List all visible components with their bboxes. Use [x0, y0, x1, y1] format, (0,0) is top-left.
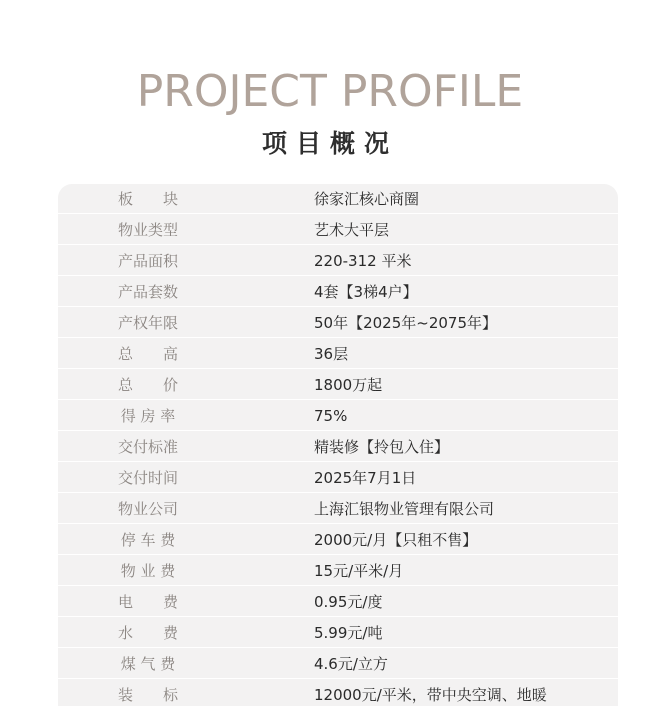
table-row — [58, 246, 618, 276]
row-label: 物 业 费 — [120, 562, 176, 580]
table-row — [58, 339, 618, 369]
table-row — [58, 463, 618, 493]
row-label: 物业公司 — [117, 500, 178, 518]
row-label: 水 费 — [117, 624, 178, 642]
row-label: 装 标 — [117, 686, 178, 704]
page-title-cn: 项目概况 — [261, 129, 398, 158]
row-label: 板 块 — [117, 190, 178, 208]
table-row — [58, 308, 618, 338]
row-label: 物业类型 — [117, 221, 178, 239]
row-label: 停 车 费 — [120, 531, 176, 549]
row-value: 0.95元/度 — [314, 593, 383, 611]
row-value: 2000元/月【只租不售】 — [314, 531, 478, 549]
row-label: 产品面积 — [117, 252, 178, 270]
row-value: 12000元/平米，带中央空调、地暖 — [314, 686, 547, 704]
row-label: 总 高 — [117, 345, 178, 363]
row-value: 上海汇银物业管理有限公司 — [314, 500, 495, 518]
row-label: 交付时间 — [117, 469, 178, 487]
row-value: 220-312 平米 — [314, 252, 412, 270]
row-label: 煤 气 费 — [120, 655, 176, 673]
table-row — [58, 649, 618, 679]
table-row — [58, 370, 618, 400]
row-value: 4.6元/立方 — [314, 655, 388, 673]
row-label: 交付标准 — [117, 438, 178, 456]
row-label: 得 房 率 — [120, 407, 176, 425]
page-title-en: PROJECT PROFILE — [136, 66, 524, 117]
table-row — [58, 184, 618, 214]
row-label: 产权年限 — [117, 314, 178, 332]
table-row — [58, 401, 618, 431]
profile-table — [58, 184, 618, 706]
row-label: 总 价 — [117, 376, 178, 394]
table-row — [58, 215, 618, 245]
row-label: 产品套数 — [117, 283, 178, 301]
table-row — [58, 556, 618, 586]
row-value: 徐家汇核心商圈 — [314, 190, 420, 208]
row-value: 75% — [314, 407, 348, 425]
row-value: 艺术大平层 — [314, 221, 390, 239]
table-row — [58, 494, 618, 524]
table-row — [58, 525, 618, 555]
row-value: 2025年7月1日 — [314, 469, 417, 487]
row-value: 精装修【拎包入住】 — [314, 438, 450, 456]
row-label: 电 费 — [117, 593, 178, 611]
row-value: 15元/平米/月 — [314, 562, 404, 580]
row-value: 50年【2025年~2075年】 — [314, 314, 498, 332]
table-row — [58, 432, 618, 462]
table-row — [58, 277, 618, 307]
table-row — [58, 587, 618, 617]
table-row — [58, 618, 618, 648]
row-value: 4套【3梯4户】 — [314, 283, 418, 301]
row-value: 1800万起 — [314, 376, 383, 394]
table-row — [58, 680, 618, 706]
row-value: 5.99元/吨 — [314, 624, 383, 642]
row-value: 36层 — [314, 345, 349, 363]
